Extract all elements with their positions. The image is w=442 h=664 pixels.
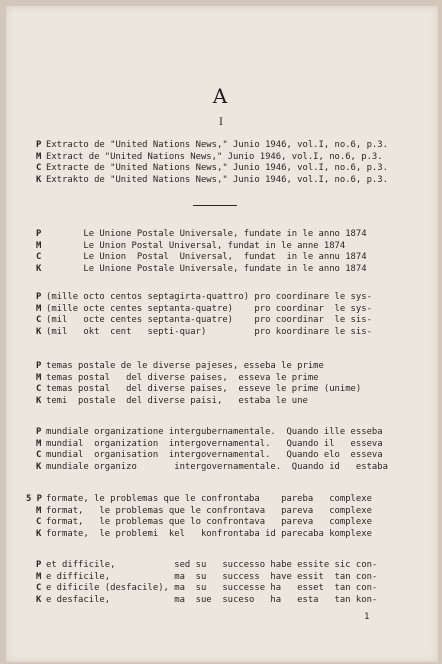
language-code: C (36, 252, 42, 262)
line-text: (mil octe centes septanta-quatre) pro coordinar le sis- (46, 315, 372, 325)
line-text: temas postal del diverse paises, esseve le prime (unime) (46, 384, 362, 394)
line-text: Extract de "United Nations News," Junio 1946, vol.I, no.6, p.3. (46, 151, 383, 162)
language-code: P (36, 140, 42, 150)
line-text: (mille octe centes septanta-quatre) pro coordinar le sys- (46, 303, 372, 314)
language-code: K (36, 326, 42, 337)
language-code: C (36, 450, 42, 460)
text-line (36, 163, 388, 175)
language-code: M (36, 151, 42, 162)
text-line (36, 152, 388, 164)
text-line (36, 384, 361, 396)
line-text: Le Unione Postale Universale, fundate in le anno 1874 (46, 263, 367, 274)
text-line (36, 315, 372, 327)
language-code: C (36, 315, 42, 325)
text-line (36, 361, 361, 373)
text-line (36, 229, 367, 241)
text-block-5 (36, 427, 388, 473)
line-text: Extracte de "United Nations News," Junio 1946, vol.I, no.6, p.3. (46, 163, 388, 173)
language-code: P (36, 427, 42, 437)
line-text: (mil okt cent septi-quar) pro koordinare le sis- (46, 326, 372, 337)
text-line (36, 292, 372, 304)
text-line (36, 529, 372, 541)
language-code: K (36, 395, 42, 406)
text-line (36, 560, 377, 572)
text-line (36, 327, 372, 339)
language-code: C (36, 583, 42, 593)
line-text: mundial organization intergovernamental. Quando il esseva (46, 438, 383, 449)
language-code: C (36, 163, 42, 173)
line-text: (mille octo centos septagirta-quattro) pro coordinare le sys- (46, 292, 372, 302)
text-block-7 (36, 560, 377, 606)
language-code: P (36, 292, 42, 302)
line-text: mundiale organizatione intergubernamentale. Quando ille esseba (46, 427, 383, 437)
text-block-1 (36, 140, 388, 186)
separator-rule (193, 205, 237, 206)
line-text: formate, le problemas que le confrontaba pareba complexe (46, 494, 372, 504)
text-line (26, 494, 372, 506)
language-code: P (36, 560, 42, 570)
line-text: Extrakto de "United Nations News," Junio 1946, vol.I, no.6, p.3. (46, 174, 388, 185)
line-text: formate, le problemi kel konfrontaba id parecaba komplexe (46, 528, 372, 539)
section-number: I (219, 117, 223, 128)
line-text: et difficile, sed su successo habe essite sic con- (46, 560, 378, 570)
language-code: M (36, 240, 42, 251)
line-text: mundial organisation intergovernamental. Quando elo esseva (46, 450, 383, 460)
text-line (36, 140, 388, 152)
language-code: M (36, 571, 42, 582)
line-text: Extracto de "United Nations News," Junio 1946, vol.I, no.6, p.3. (46, 140, 388, 150)
text-line (36, 396, 361, 408)
text-line (36, 595, 377, 607)
line-text: temi postale del diverse paisi, estaba le une (46, 395, 308, 406)
text-line (36, 517, 372, 529)
line-text: Le Union Postal Universal, fundat in le annu 1874 (46, 252, 367, 262)
language-code: M (36, 303, 42, 314)
line-text: mundiale organizo intergovernamentale. Quando id estaba (46, 461, 388, 472)
line-text: Le Union Postal Universal, fundat in le anne 1874 (46, 240, 346, 251)
text-line (36, 373, 361, 385)
text-line (36, 462, 388, 474)
text-block-4 (36, 361, 361, 407)
language-code: K (36, 461, 42, 472)
text-block-2 (36, 229, 367, 275)
text-line (36, 252, 367, 264)
line-text: temas postale de le diverse pajeses, esseba le prime (46, 361, 324, 371)
text-line (36, 583, 377, 595)
line-text: e difficile, ma su success have essit tan con- (46, 571, 378, 582)
line-text: temas postal del diverse paises, esseva le prime (46, 372, 319, 383)
language-code: C (36, 384, 42, 394)
text-block-3 (36, 292, 372, 338)
line-text: e dificile (desfacile), ma su successe ha esset tan con- (46, 583, 378, 593)
text-line (36, 264, 367, 276)
line-text: Le Unione Postale Universale, fundate in le anno 1874 (46, 229, 367, 239)
text-line (36, 427, 388, 439)
text-line (36, 572, 377, 584)
language-code: P (36, 229, 42, 239)
page-number: 1 (364, 612, 370, 622)
language-code: K (36, 594, 42, 605)
language-code: M (36, 372, 42, 383)
language-code: K (36, 174, 42, 185)
section-letter: A (212, 84, 230, 108)
language-code: M (36, 505, 42, 516)
text-line (36, 304, 372, 316)
language-code: P (36, 361, 42, 371)
language-code: K (36, 528, 42, 539)
text-line (36, 450, 388, 462)
line-text: format, le problemas que lo confrontava pareva complexe (46, 517, 372, 527)
text-line (36, 506, 372, 518)
line-text: format, le problemas que le confrontava pareva complexe (46, 505, 372, 516)
language-code: M (36, 438, 42, 449)
language-code: 5 P (26, 494, 43, 504)
text-line (36, 439, 388, 451)
language-code: K (36, 263, 42, 274)
text-block-6 (26, 494, 372, 540)
line-text: e desfacile, ma sue suceso ha esta tan kon- (46, 594, 378, 605)
text-line (36, 175, 388, 187)
language-code: C (36, 517, 42, 527)
text-line (36, 241, 367, 253)
